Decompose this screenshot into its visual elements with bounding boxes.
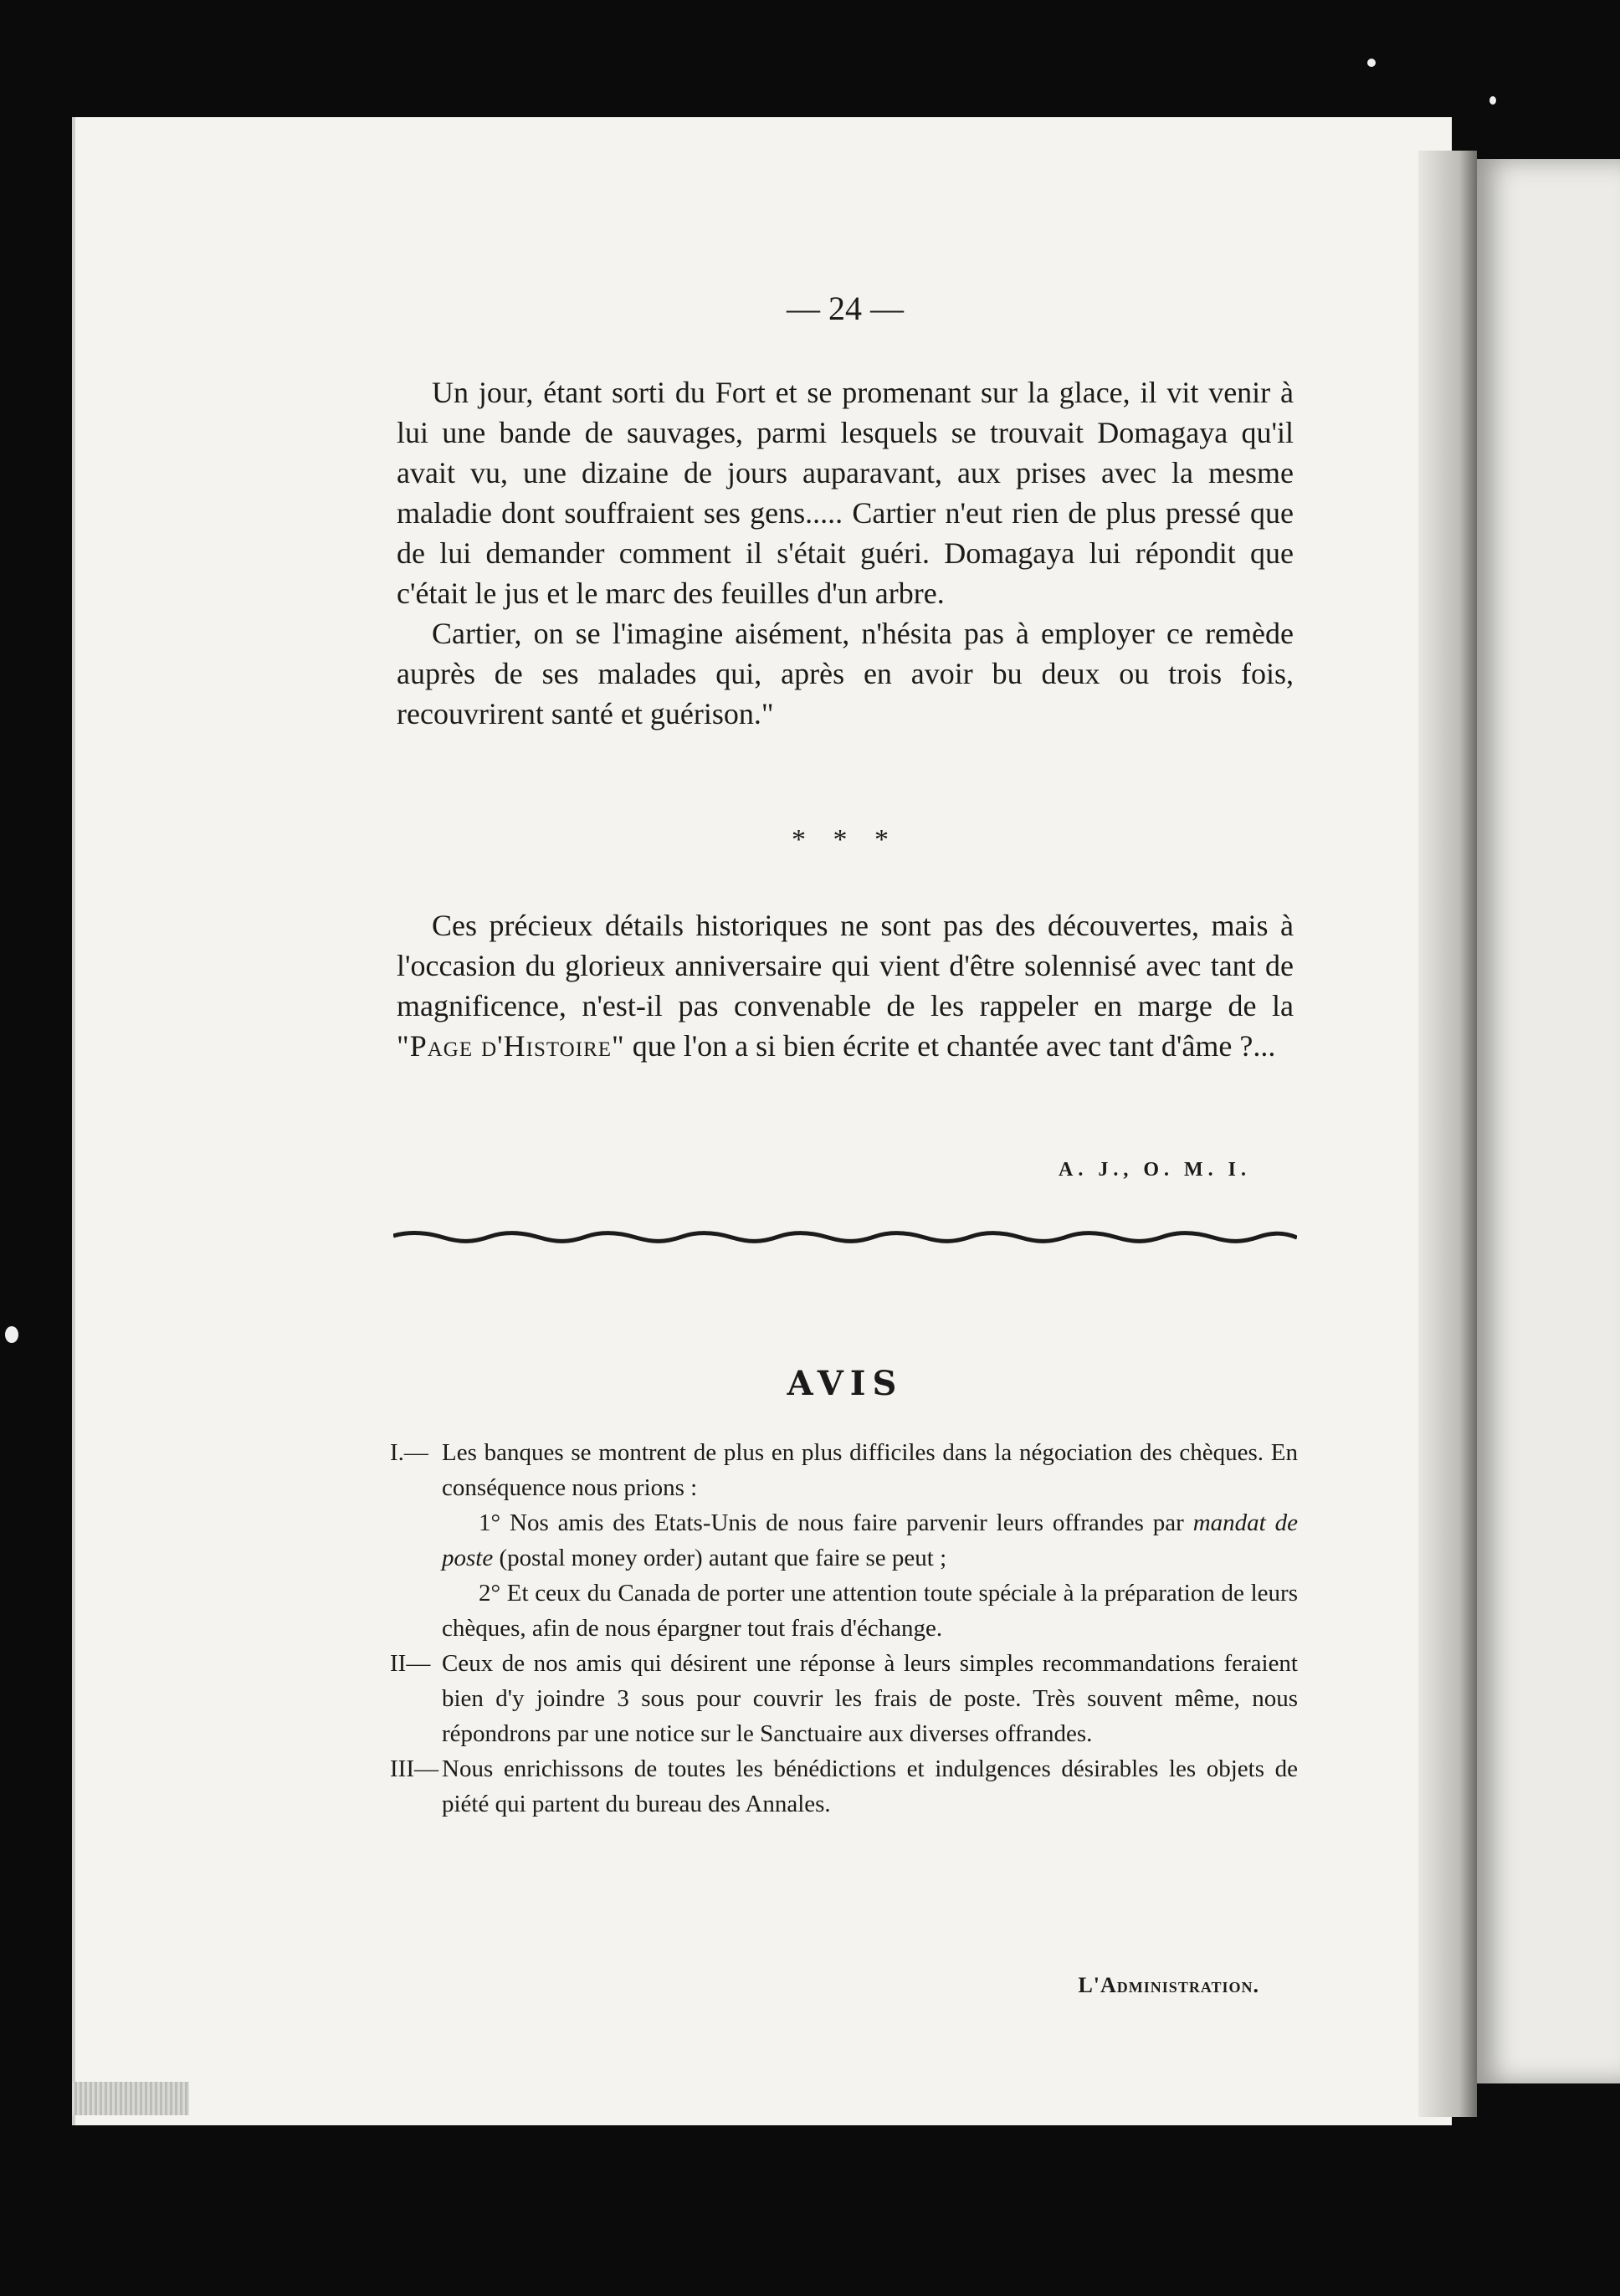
paragraph-3-end: que l'on a si bien écrite et chantée avec tant d'âme ?...	[624, 1029, 1276, 1063]
scan-speck	[1367, 59, 1376, 67]
subitem-text: 1° Nos amis des Etats-Unis de nous faire parvenir leurs offrandes par	[479, 1509, 1193, 1536]
notice-item-3	[390, 1751, 1298, 1822]
notice-subitem-1	[442, 1505, 1298, 1576]
notice-item-1	[390, 1435, 1298, 1646]
scan-speck	[5, 1326, 18, 1343]
paragraph-2: Cartier, on se l'imagine aisément, n'hésita pas à employer ce remède auprès de ses malades qui, après en avoir bu deux ou trois fois, recouvrirent santé et guérison."	[397, 617, 1294, 730]
page-history-title: "Page d'Histoire"	[397, 1029, 625, 1063]
author-signature: A. J., O. M. I.	[1059, 1159, 1251, 1181]
notice-item-2	[390, 1646, 1298, 1751]
page-number: — 24 —	[787, 290, 904, 327]
page-corner-curl	[72, 2082, 189, 2115]
notice-subitem-2: 2° Et ceux du Canada de porter une attention toute spéciale à la préparation de leurs chèques, afin de nous épargner tout frais d'échange.	[442, 1580, 1298, 1642]
wavy-divider	[393, 1226, 1297, 1251]
notice-item-text: Nous enrichissons de toutes les bénédictions et indulgences désirables les objets de piété qui partent du bureau des Annales.	[442, 1755, 1298, 1817]
notice-item-number: II—	[390, 1650, 431, 1677]
subitem-text-end: (postal money order) autant que faire se peut ;	[493, 1545, 947, 1571]
subitem-italic-text: mandat de poste	[442, 1509, 1299, 1571]
notice-item-text: Les banques se montrent de plus en plus difficiles dans la négociation des chèques. En conséquence nous prions :	[442, 1439, 1298, 1501]
paragraph-1: Un jour, étant sorti du Fort et se promenant sur la glace, il vit venir à lui une bande de sauvages, parmi lesquels se trouvait Domagaya qu'il avait vu, une dizaine de jours auparavant, aux prises avec la mesme maladie dont souffraient ses gens..... Cartier n'eut rien de plus pressé que de lui demander comment il s'était guéri. Domagaya lui répondit que c'était le jus et le marc des feuilles d'un arbre.	[397, 376, 1294, 610]
notice-item-number: III—	[390, 1755, 438, 1782]
paragraph-3	[397, 905, 1294, 1066]
notice-list	[390, 1435, 1298, 1822]
notice-item-text: Ceux de nos amis qui désirent une réponse à leurs simples recommandations feraient bien d'y joindre 3 sous pour couvrir les frais de poste. Très souvent même, nous répondrons par une notice sur le Sanctuaire aux diverses offrandes.	[442, 1650, 1298, 1747]
page-spine-shadow	[1418, 151, 1477, 2117]
administration-signature: L'Administration.	[1078, 1973, 1259, 1997]
body-text	[397, 372, 1294, 734]
section-separator: * * *	[792, 824, 899, 855]
adjacent-page-edge	[1473, 159, 1620, 2083]
notice-title: AVIS	[787, 1364, 904, 1403]
paragraph-3-text: Ces précieux détails historiques ne sont pas des découvertes, mais à l'occasion du glorieux anniversaire qui vient d'être solennisé avec tant de magnificence, n'est-il pas convenable de les rappeler en marge de la	[397, 909, 1294, 1022]
scan-speck	[1489, 96, 1496, 105]
notice-item-number: I.—	[390, 1439, 428, 1466]
